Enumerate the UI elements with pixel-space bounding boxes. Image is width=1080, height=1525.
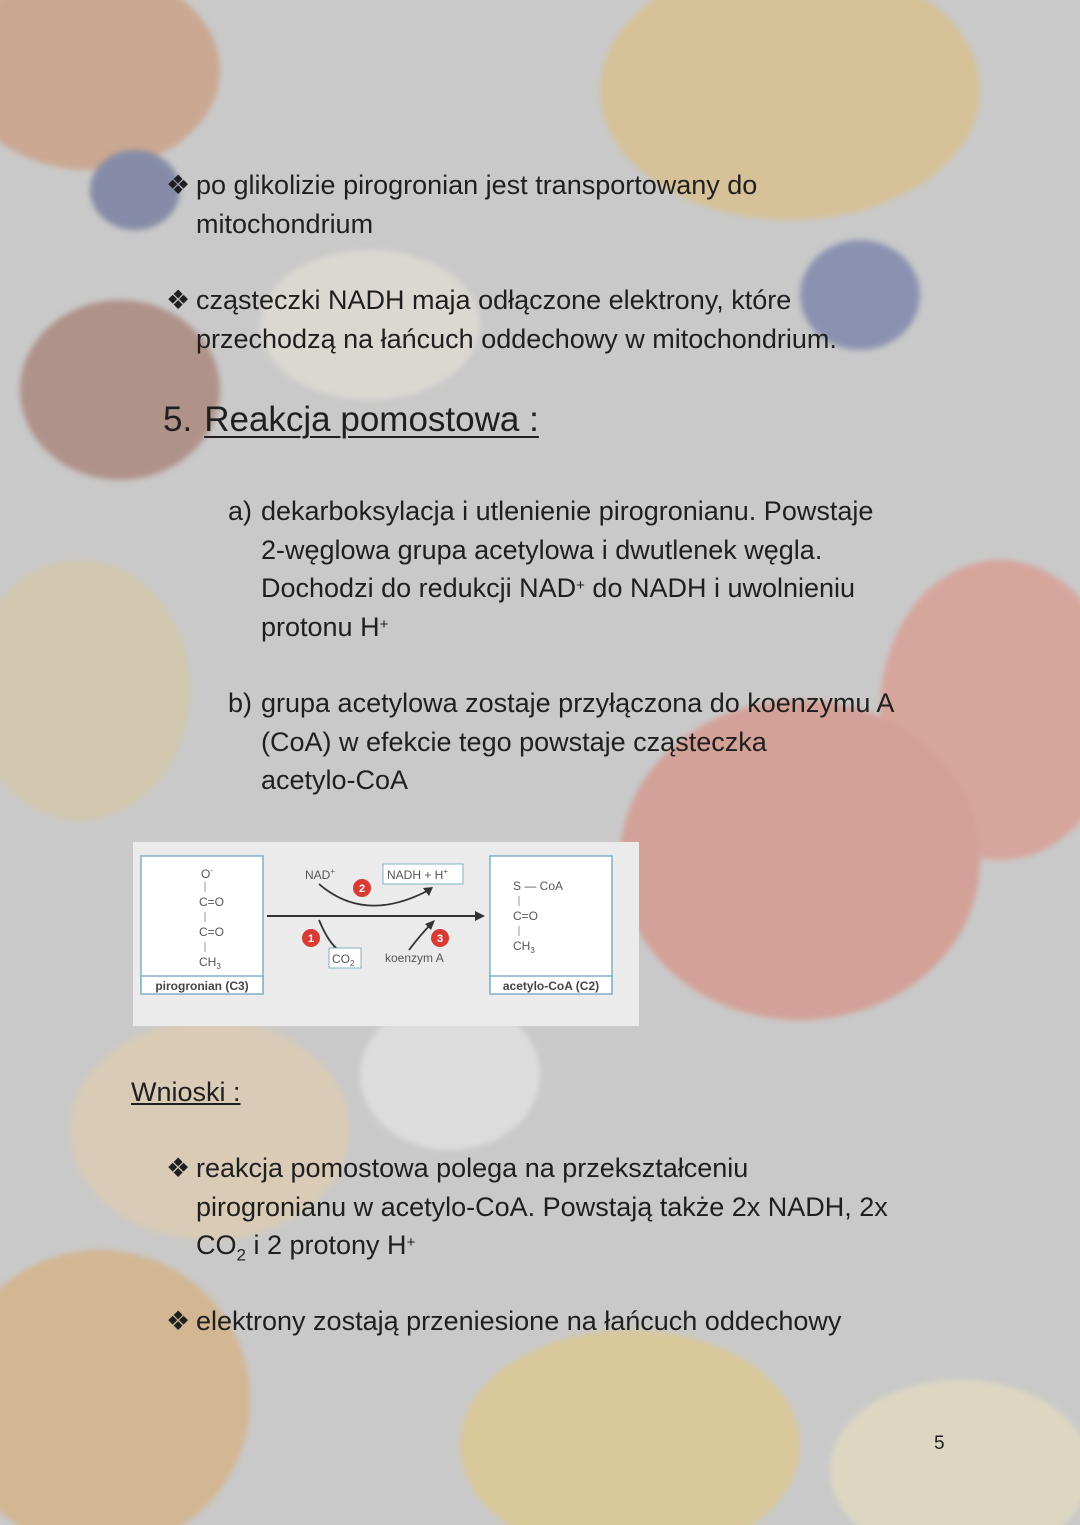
coenzyme-a-label: koenzym A xyxy=(385,951,444,965)
diamond-bullet-icon: ❖ xyxy=(166,170,191,200)
list-item: a) dekarboksylacja i utlenienie pirogronianu. Powstaje 2-węglowa grupa acetylowa i dwutlenek węgla. Dochodzi do redukcji NAD+ do NADH i uwolnieniu protonu H+ xyxy=(228,496,874,642)
svg-text:S — CoA: S — CoA xyxy=(513,879,564,893)
svg-text:1: 1 xyxy=(307,933,315,945)
svg-text:C=O: C=O xyxy=(199,925,225,939)
diamond-bullet-icon: ❖ xyxy=(166,1153,191,1183)
svg-text:3: 3 xyxy=(436,933,444,945)
section-heading: 5. Reakcja pomostowa : xyxy=(163,400,539,439)
bullet-item: ❖ po glikolizie pirogronian jest transportowany do mitochondrium xyxy=(166,166,757,243)
conclusions-heading: Wnioski : xyxy=(131,1077,241,1107)
svg-text:C=O: C=O xyxy=(513,909,539,923)
diamond-bullet-icon: ❖ xyxy=(166,285,191,315)
nad-label: NAD+ xyxy=(305,867,336,882)
acetyl-coa-box xyxy=(490,856,612,990)
svg-text:CH3: $CH_3$ xyxy=(513,939,535,955)
bullet-item: ❖ cząsteczki NADH maja odłączone elektrony, które przechodzą na łańcuch oddechowy w mitochondrium. xyxy=(166,281,837,358)
list-item: b) grupa acetylowa zostaje przyłączona do koenzymu A (CoA) w efekcie tego powstaje cząsteczka acetylo-CoA xyxy=(228,688,895,795)
page-number: 5 xyxy=(934,1433,945,1454)
bullet-item: ❖ elektrony zostają przeniesione na łańcuch oddechowy xyxy=(166,1302,841,1341)
nadh-label: NADH + H+ xyxy=(387,867,449,882)
diamond-bullet-icon: ❖ xyxy=(166,1306,191,1336)
svg-text:2: 2 xyxy=(358,883,366,895)
pyruvate-label: pirogronian (C3) xyxy=(155,979,249,993)
svg-text:CH3: $CH_3$ xyxy=(199,955,221,971)
svg-text:C=O: C=O xyxy=(199,895,225,909)
svg-text:O-: O- xyxy=(201,866,214,881)
reaction-diagram xyxy=(133,842,639,1026)
co2-label: $CO_2$ xyxy=(332,952,355,968)
acetyl-coa-label: acetylo-CoA (C2) xyxy=(502,979,600,993)
bullet-item: ❖ reakcja pomostowa polega na przekształceniu pirogronianu w acetylo-CoA. Powstają także 2x NADH, 2x $CO_2$ i 2 protony H+ xyxy=(166,1149,888,1275)
